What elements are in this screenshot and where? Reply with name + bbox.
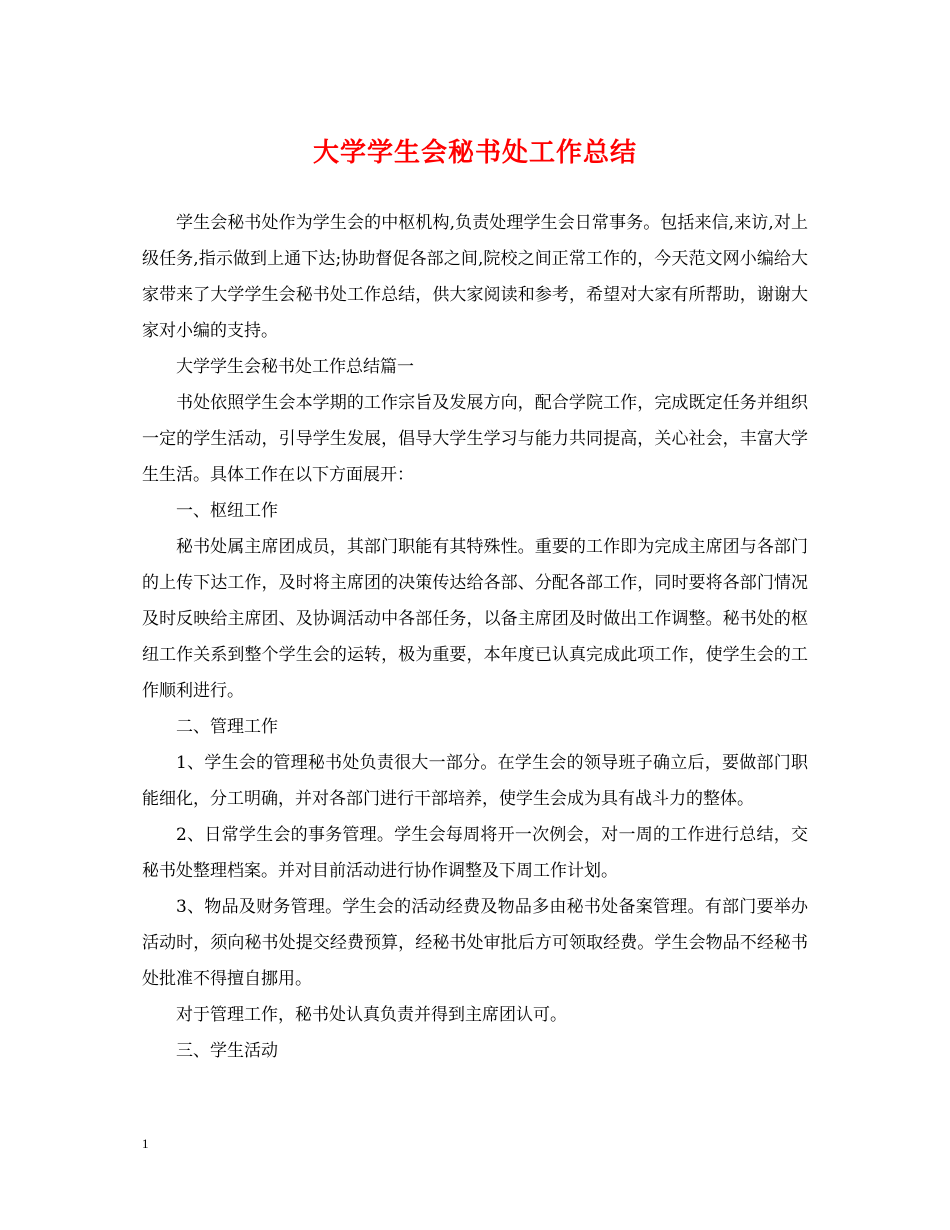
section-heading-1: 一、枢纽工作: [176, 501, 278, 521]
paragraph-part-heading: 大学学生会秘书处工作总结篇一: [176, 357, 414, 377]
paragraph-management-3: 3、物品及财务管理。学生会的活动经费及物品多由秘书处备案管理。有部门要举办活动时，须向秘书处提交经费预算，经秘书处审批后方可领取经费。学生会物品不经秘书处批准不得擅自挪用。: [142, 897, 808, 989]
paragraph-management-summary: 对于管理工作，秘书处认真负责并得到主席团认可。: [176, 1005, 567, 1025]
document-title: 大学学生会秘书处工作总结: [312, 138, 637, 168]
section-heading-2: 二、管理工作: [176, 717, 278, 737]
section-heading-3: 三、学生活动: [176, 1041, 278, 1061]
paragraph-hub-work: 秘书处属主席团成员，其部门职能有其特殊性。重要的工作即为完成主席团与各部门的上传下达工作，及时将主席团的决策传达给各部、分配各部工作，同时要将各部门情况及时反映给主席团、及协调活动中各部任务，以备主席团及时做出工作调整。秘书处的枢纽工作关系到整个学生会的运转，极为重要，本年度已认真完成此项工作，使学生会的工作顺利进行。: [142, 537, 808, 701]
paragraph-overview: 书处依照学生会本学期的工作宗旨及发展方向，配合学院工作，完成既定任务并组织一定的学生活动，引导学生发展，倡导大学生学习与能力共同提高，关心社会，丰富大学生生活。具体工作在以下方面展开：: [142, 393, 808, 485]
paragraph-management-2: 2、日常学生会的事务管理。学生会每周将开一次例会，对一周的工作进行总结，交秘书处整理档案。并对目前活动进行协作调整及下周工作计划。: [142, 825, 808, 881]
page-number: 1: [142, 1136, 149, 1151]
paragraph-management-1: 1、学生会的管理秘书处负责很大一部分。在学生会的领导班子确立后，要做部门职能细化，分工明确，并对各部门进行干部培养，使学生会成为具有战斗力的整体。: [142, 753, 808, 809]
document-body: [142, 205, 808, 1069]
paragraph-intro: 学生会秘书处作为学生会的中枢机构,负责处理学生会日常事务。包括来信,来访,对上级任务,指示做到上通下达;协助督促各部之间,院校之间正常工作的，今天范文网小编给大家带来了大学学生会秘书处工作总结，供大家阅读和参考，希望对大家有所帮助，谢谢大家对小编的支持。: [142, 213, 808, 341]
